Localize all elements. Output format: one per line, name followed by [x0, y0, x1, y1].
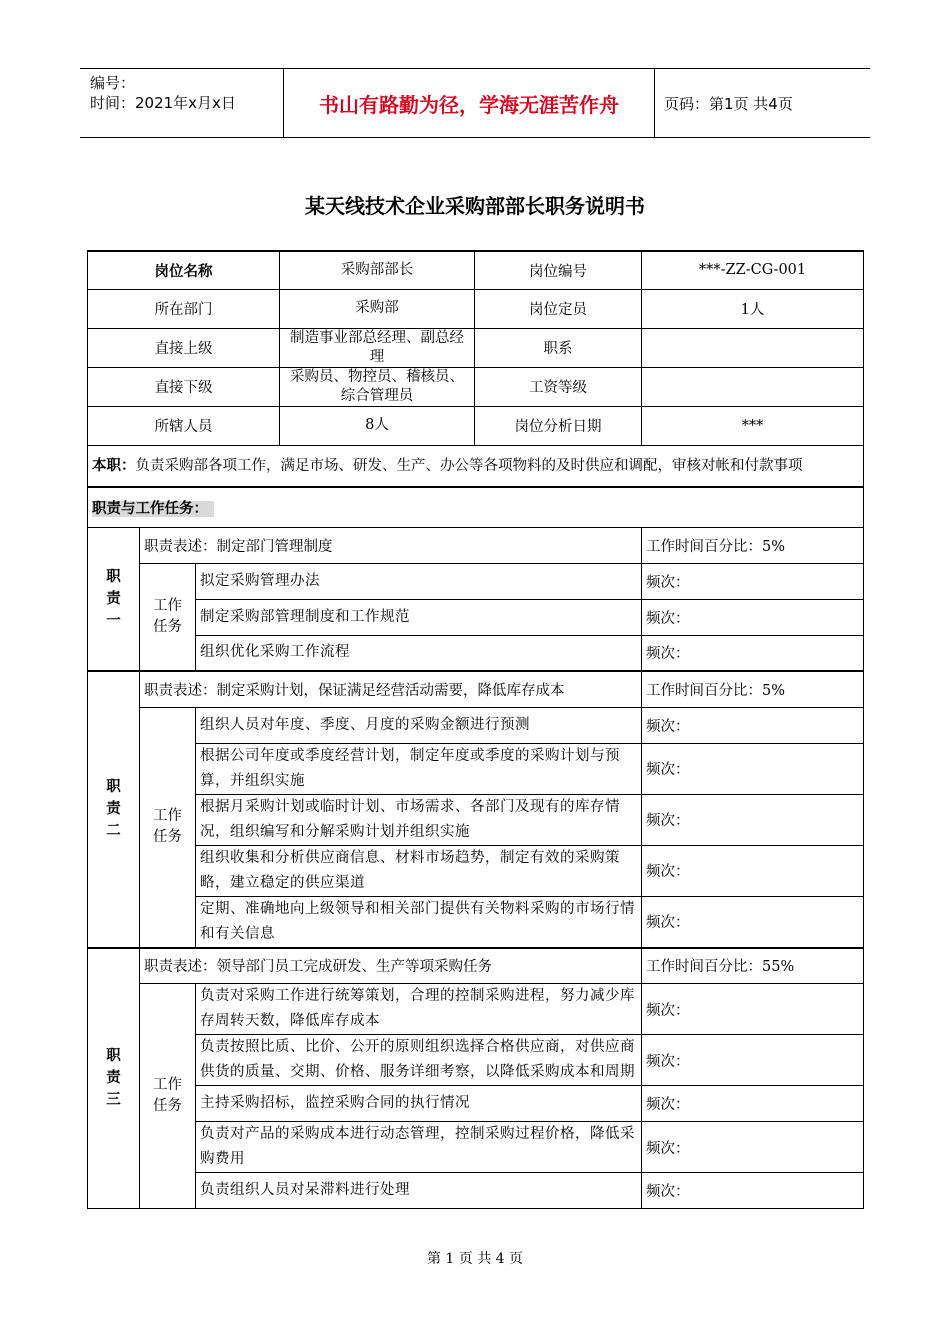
info-value: 采购员、物控员、稽核员、综合管理员 [280, 367, 475, 406]
duty-label-char: 责 [106, 1069, 121, 1087]
duty-percent: 工作时间百分比：5% [642, 671, 864, 707]
duty-label-char: 三 [106, 1091, 121, 1109]
main-duty-label: 本职： [92, 457, 136, 474]
info-value [642, 367, 864, 406]
duty-statement-row [88, 527, 864, 563]
task-text: 主持采购招标，监控采购合同的执行情况 [196, 1086, 642, 1122]
work-task-line: 工作 [153, 597, 182, 614]
task-frequency: 频次： [642, 1035, 864, 1086]
duty-percent: 工作时间百分比：55% [642, 948, 864, 984]
duty-label-char: 一 [106, 611, 121, 629]
task-row [88, 599, 864, 635]
task-row [88, 845, 864, 896]
info-row [88, 367, 864, 406]
duty-label-char: 职 [106, 778, 121, 796]
info-value: *** [642, 406, 864, 445]
duty-label-cell [88, 671, 140, 948]
duty-label-char: 责 [106, 589, 121, 607]
work-task-label-cell [140, 984, 196, 1209]
task-frequency: 频次： [642, 1122, 864, 1173]
task-text: 负责对采购工作进行统筹策划，合理的控制采购进程，努力减少库存周转天数，降低库存成本 [196, 984, 642, 1035]
main-duty-cell [88, 445, 864, 487]
task-frequency: 频次： [642, 635, 864, 671]
work-task-label [153, 598, 182, 635]
task-frequency: 频次： [642, 896, 864, 948]
doc-number-label: 编号： [90, 74, 136, 92]
task-frequency: 频次： [642, 1173, 864, 1209]
info-value: 8人 [280, 406, 475, 445]
info-label: 所辖人员 [88, 406, 280, 445]
task-row [88, 1086, 864, 1122]
info-row [88, 251, 864, 289]
duty-label-char: 职 [106, 567, 121, 585]
task-text: 根据月采购计划或临时计划、市场需求、各部门及现有的库存情况，组织编写和分解采购计划并组织实施 [196, 794, 642, 845]
work-task-label [153, 808, 182, 845]
task-text: 负责组织人员对呆滞料进行处理 [196, 1173, 642, 1209]
info-label: 所在部门 [88, 289, 280, 328]
header-motto: 书山有路勤为径，学海无涯苦作舟 [283, 69, 655, 137]
duty-label-char: 责 [106, 800, 121, 818]
info-row [88, 406, 864, 445]
info-label: 职系 [475, 328, 642, 367]
job-description-table [87, 250, 864, 1209]
info-value: 1人 [642, 289, 864, 328]
info-label: 岗位定员 [475, 289, 642, 328]
task-text: 定期、准确地向上级领导和相关部门提供有关物料采购的市场行情和有关信息 [196, 896, 642, 948]
task-text: 组织优化采购工作流程 [196, 635, 642, 671]
duty-label-char: 职 [106, 1047, 121, 1065]
work-task-label [153, 1077, 182, 1114]
info-value: ***-ZZ-CG-001 [642, 251, 864, 289]
info-label: 岗位分析日期 [475, 406, 642, 445]
info-value: 采购部 [280, 289, 475, 328]
task-row [88, 563, 864, 599]
task-frequency: 频次： [642, 707, 864, 743]
header-meta [90, 73, 236, 113]
work-task-line: 任务 [153, 1098, 182, 1114]
task-text: 制定采购部管理制度和工作规范 [196, 599, 642, 635]
info-row [88, 328, 864, 367]
page-footer: 第 1 页 共 4 页 [426, 1251, 524, 1267]
info-value [642, 328, 864, 367]
task-row [88, 743, 864, 794]
duty-label-cell [88, 948, 140, 1209]
task-frequency: 频次： [642, 1086, 864, 1122]
work-task-line: 任务 [153, 829, 182, 845]
task-row [88, 794, 864, 845]
document-title: 某天线技术企业采购部部长职务说明书 [305, 194, 645, 218]
task-row [88, 896, 864, 948]
task-frequency: 频次： [642, 845, 864, 896]
duty-statement-row [88, 671, 864, 707]
task-row [88, 1035, 864, 1086]
task-frequency: 频次： [642, 743, 864, 794]
task-text: 组织收集和分析供应商信息、材料市场趋势，制定有效的采购策略，建立稳定的供应渠道 [196, 845, 642, 896]
duty-statement: 职责表述：制定采购计划，保证满足经营活动需要，降低库存成本 [140, 671, 642, 707]
task-text: 组织人员对年度、季度、月度的采购金额进行预测 [196, 707, 642, 743]
duty-statement-row [88, 948, 864, 984]
info-value: 制造事业部总经理、副总经理 [280, 328, 475, 367]
work-task-line: 工作 [153, 808, 182, 824]
work-task-line: 任务 [153, 618, 182, 635]
work-task-label-cell [140, 707, 196, 948]
task-row [88, 707, 864, 743]
section-cell [88, 487, 864, 527]
main-duty-row [88, 445, 864, 487]
task-frequency: 频次： [642, 794, 864, 845]
duty-label-cell [88, 527, 140, 671]
info-value: 采购部部长 [280, 251, 475, 289]
info-label: 直接上级 [88, 328, 280, 367]
task-row [88, 1122, 864, 1173]
task-frequency: 频次： [642, 984, 864, 1035]
section-row [88, 487, 864, 527]
work-task-line: 工作 [153, 1077, 182, 1093]
info-label: 岗位编号 [475, 251, 642, 289]
info-label: 岗位名称 [88, 251, 280, 289]
task-text: 根据公司年度或季度经营计划，制定年度或季度的采购计划与预算，并组织实施 [196, 743, 642, 794]
duty-statement: 职责表述：制定部门管理制度 [140, 527, 642, 563]
task-text: 负责按照比质、比价、公开的原则组织选择合格供应商，对供应商供货的质量、交期、价格、服务详细考察，以降低采购成本和周期 [196, 1035, 642, 1086]
duty-percent: 工作时间百分比：5% [642, 527, 864, 563]
task-frequency: 频次： [642, 599, 864, 635]
doc-date-label: 时间：2021年x月x日 [90, 94, 236, 112]
page-header [80, 68, 870, 138]
section-label: 职责与工作任务： [92, 501, 214, 517]
task-row [88, 635, 864, 671]
work-task-label-cell [140, 563, 196, 671]
info-label: 直接下级 [88, 367, 280, 406]
header-page-label: 页码：第1页 共4页 [664, 95, 793, 113]
task-row [88, 984, 864, 1035]
info-row [88, 289, 864, 328]
task-row [88, 1173, 864, 1209]
duty-statement: 职责表述：领导部门员工完成研发、生产等项采购任务 [140, 948, 642, 984]
task-text: 拟定采购管理办法 [196, 563, 642, 599]
info-label: 工资等级 [475, 367, 642, 406]
task-text: 负责对产品的采购成本进行动态管理，控制采购过程价格，降低采购费用 [196, 1122, 642, 1173]
duty-label-char: 二 [106, 822, 121, 840]
task-frequency: 频次： [642, 563, 864, 599]
main-duty-text: 负责采购部各项工作，满足市场、研发、生产、办公等各项物料的及时供应和调配，审核对帐和付款事项 [135, 457, 803, 474]
